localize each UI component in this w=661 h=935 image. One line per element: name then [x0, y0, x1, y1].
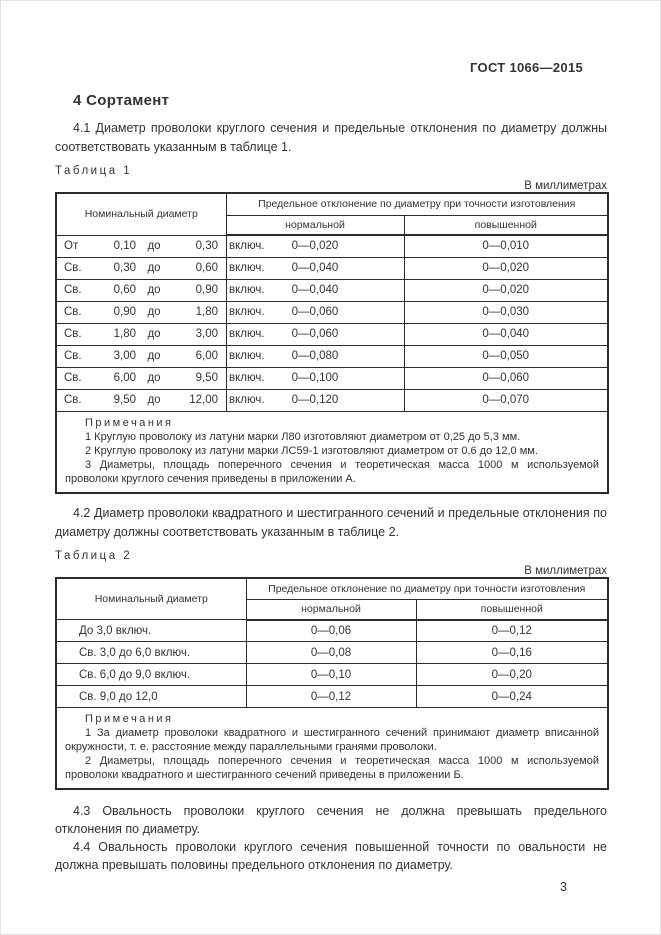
paragraph-4-4: 4.4 Овальность проволоки круглого сечения повышенной точности по овальности не должна превышать половины предельного отклонения по диаметру. — [55, 840, 607, 872]
diameter-range-cell — [56, 389, 265, 411]
range-suffix: включ. — [229, 240, 265, 252]
high-tolerance-cell: 0—0,050 — [404, 345, 608, 367]
table1-subheader-normal: нормальной — [226, 215, 404, 235]
high-tolerance-cell: 0—0,12 — [416, 620, 608, 642]
table2 — [55, 577, 609, 791]
diameter-range-cell: До 3,0 включ. — [56, 620, 246, 642]
diameter-range-cell: Св. 3,0 до 6,0 включ. — [56, 642, 246, 664]
diameter-range-cell — [56, 367, 265, 389]
diameter-range-cell — [56, 257, 265, 279]
high-tolerance-cell: 0—0,030 — [404, 301, 608, 323]
range-prefix: Св. — [64, 328, 82, 340]
range-from: 3,00 — [113, 350, 136, 362]
normal-tolerance-cell: 0—0,060 — [226, 301, 404, 323]
high-tolerance-cell: 0—0,20 — [416, 664, 608, 686]
notes-title: Примечания — [85, 416, 174, 429]
table2-row — [56, 686, 608, 708]
diameter-range-cell: Св. 6,0 до 9,0 включ. — [56, 664, 246, 686]
range-prefix: Св. — [64, 350, 82, 362]
range-conj: до — [147, 328, 161, 340]
range-from: 0,60 — [113, 284, 136, 296]
table2-row — [56, 642, 608, 664]
table1-row — [56, 257, 608, 279]
doc-number: ГОСТ 1066—2015 — [470, 60, 583, 75]
range-to: 3,00 — [195, 328, 218, 340]
range-conj: до — [147, 372, 161, 384]
diameter-range-cell — [56, 279, 265, 301]
range-to: 0,30 — [195, 240, 218, 252]
diameter-range-cell — [56, 301, 265, 323]
table1-units-label: В миллиметрах — [524, 180, 607, 192]
range-suffix: включ. — [229, 284, 265, 296]
table2-subheader-normal: нормальной — [246, 600, 416, 620]
table1-caption — [55, 165, 607, 192]
normal-tolerance-cell: 0—0,10 — [246, 664, 416, 686]
table1-subheader-increased: повышенной — [404, 215, 608, 235]
range-from: 0,30 — [113, 262, 136, 274]
range-from: 1,80 — [113, 328, 136, 340]
table2-header-nominal-diameter: Номинальный диаметр — [56, 578, 246, 620]
normal-tolerance-cell: 0—0,040 — [226, 257, 404, 279]
paragraph-4-2: 4.2 Диаметр проволоки квадратного и шестигранного сечений и предельные отклонения по диаметру должны соответствовать указанным в таблице 2. — [55, 505, 607, 539]
table1-label: Таблица 1 — [55, 165, 133, 177]
range-suffix: включ. — [229, 262, 265, 274]
range-prefix: Св. — [64, 372, 82, 384]
range-conj: до — [147, 284, 161, 296]
range-to: 0,60 — [195, 262, 218, 274]
table2-caption — [55, 550, 607, 577]
range-conj: до — [147, 262, 161, 274]
range-to: 1,80 — [195, 306, 218, 318]
diameter-range-cell — [56, 345, 265, 367]
high-tolerance-cell: 0—0,020 — [404, 257, 608, 279]
table1-header-deviation: Предельное отклонение по диаметру при точности изготовления — [226, 193, 608, 215]
range-suffix: включ. — [229, 394, 265, 406]
range-prefix: Св. — [64, 284, 82, 296]
diameter-range-cell — [56, 323, 265, 345]
range-prefix: Св. — [64, 394, 82, 406]
page-number: 3 — [560, 880, 567, 894]
range-suffix: включ. — [229, 350, 265, 362]
table1-header-row — [56, 193, 608, 215]
table1-notes-cell — [56, 411, 608, 493]
table1-header-nominal-diameter: Номинальный диаметр — [56, 193, 226, 235]
paragraph-4-3: 4.3 Овальность проволоки круглого сечения не должна превышать предельного отклонения по диаметру. — [55, 804, 607, 836]
table2-row — [56, 664, 608, 686]
notes-title: Примечания — [85, 713, 174, 725]
high-tolerance-cell: 0—0,040 — [404, 323, 608, 345]
table1 — [55, 192, 609, 494]
table1-row — [56, 323, 608, 345]
note-item: 3 Диаметры, площадь поперечного сечения и теоретическая масса 1000 м используемой проволоки круглого сечения приведены в приложении А. — [65, 458, 600, 485]
table1-row — [56, 389, 608, 411]
table2-notes-cell — [56, 708, 608, 790]
high-tolerance-cell: 0—0,16 — [416, 642, 608, 664]
range-to: 6,00 — [195, 350, 218, 362]
diameter-range-cell: Св. 9,0 до 12,0 — [56, 686, 246, 708]
high-tolerance-cell: 0—0,010 — [404, 235, 608, 257]
table1-row — [56, 301, 608, 323]
table1-notes-row — [56, 411, 608, 493]
normal-tolerance-cell: 0—0,120 — [226, 389, 404, 411]
paragraph-4-1: 4.1 Диаметр проволоки круглого сечения и предельные отклонения по диаметру должны соответствовать указанным в таблице 1. — [55, 121, 607, 154]
normal-tolerance-cell: 0—0,12 — [246, 686, 416, 708]
table1-row — [56, 235, 608, 257]
range-from: 0,90 — [113, 306, 136, 318]
high-tolerance-cell: 0—0,020 — [404, 279, 608, 301]
section-heading: 4 Сортамент — [73, 92, 170, 109]
diameter-range-cell — [56, 235, 265, 257]
normal-tolerance-cell: 0—0,08 — [246, 642, 416, 664]
range-to: 0,90 — [195, 284, 218, 296]
note-item: 1 За диаметр проволоки квадратного и шестигранного сечений принимают диаметр вписанной окружности, т. е. расстояние между параллельными гранями проволоки. — [65, 727, 600, 753]
note-item: 2 Круглую проволоку из латуни марки ЛС59-1 изготовляют диаметром от 0,6 до 12,0 мм. — [85, 444, 538, 457]
range-prefix: От — [64, 240, 79, 252]
normal-tolerance-cell: 0—0,020 — [226, 235, 404, 257]
range-from: 9,50 — [113, 394, 136, 406]
high-tolerance-cell: 0—0,060 — [404, 367, 608, 389]
table2-subheader-increased: повышенной — [416, 600, 608, 620]
normal-tolerance-cell: 0—0,040 — [226, 279, 404, 301]
table1-row — [56, 367, 608, 389]
table2-row — [56, 620, 608, 642]
table2-label: Таблица 2 — [55, 549, 133, 562]
range-prefix: Св. — [64, 306, 82, 318]
table2-header-deviation: Предельное отклонение по диаметру при точности изготовления — [246, 578, 608, 600]
normal-tolerance-cell: 0—0,06 — [246, 620, 416, 642]
range-suffix: включ. — [229, 328, 265, 340]
range-to: 12,00 — [189, 394, 218, 406]
range-from: 0,10 — [113, 240, 136, 252]
normal-tolerance-cell: 0—0,060 — [226, 323, 404, 345]
range-prefix: Св. — [64, 262, 82, 274]
high-tolerance-cell: 0—0,070 — [404, 389, 608, 411]
range-conj: до — [147, 350, 161, 362]
range-conj: до — [147, 394, 161, 406]
table2-header-row — [56, 578, 608, 600]
table2-notes-row — [56, 708, 608, 790]
range-conj: до — [147, 240, 161, 252]
range-suffix: включ. — [229, 372, 265, 384]
normal-tolerance-cell: 0—0,080 — [226, 345, 404, 367]
range-suffix: включ. — [229, 306, 265, 318]
note-item: 1 Круглую проволоку из латуни марки Л80 изготовляют диаметром от 0,25 до 5,3 мм. — [85, 430, 521, 443]
high-tolerance-cell: 0—0,24 — [416, 686, 608, 708]
range-conj: до — [147, 306, 161, 318]
table1-row — [56, 345, 608, 367]
note-item: 2 Диаметры, площадь поперечного сечения и теоретическая масса 1000 м используемой проволоки квадратного и шестигранного сечений приведены в приложении Б. — [65, 755, 600, 781]
normal-tolerance-cell: 0—0,100 — [226, 367, 404, 389]
table2-units-label: В миллиметрах — [524, 564, 607, 577]
range-from: 6,00 — [113, 372, 136, 384]
table1-row — [56, 279, 608, 301]
range-to: 9,50 — [195, 372, 218, 384]
